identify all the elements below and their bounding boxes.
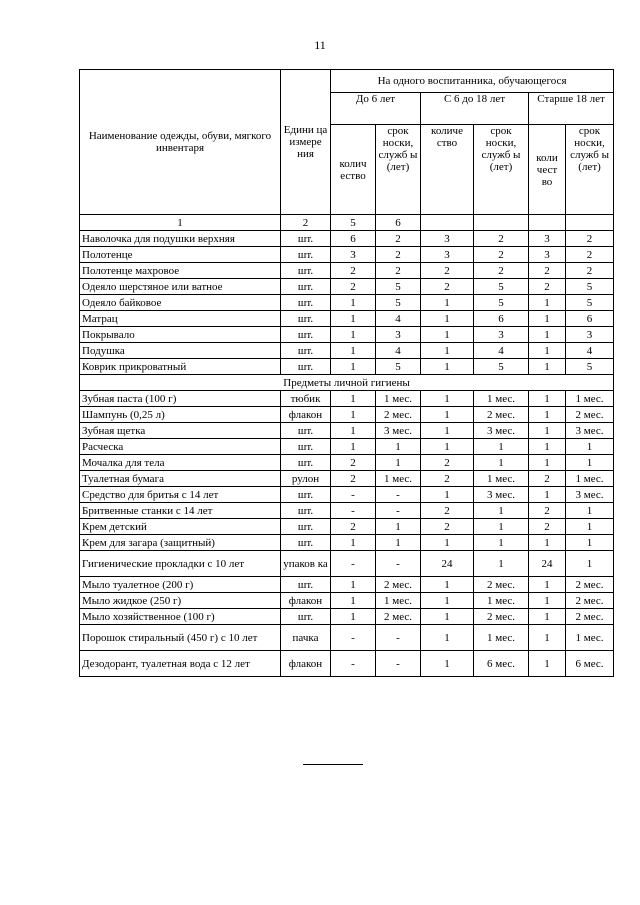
value-cell: 24 bbox=[421, 551, 474, 577]
header-unit-column: Едини ца измере ния bbox=[281, 70, 331, 215]
value-cell: 3 мес. bbox=[566, 423, 614, 439]
value-cell: 6 bbox=[331, 231, 376, 247]
unit-cell: шт. bbox=[281, 519, 331, 535]
column-number-cell bbox=[566, 215, 614, 231]
item-name-cell: Дезодорант, туалетная вода с 12 лет bbox=[80, 651, 281, 677]
value-cell: 5 bbox=[376, 359, 421, 375]
value-cell: 5 bbox=[566, 359, 614, 375]
value-cell: 1 мес. bbox=[474, 471, 529, 487]
value-cell: 2 bbox=[529, 519, 566, 535]
value-cell: 1 bbox=[529, 535, 566, 551]
value-cell: 1 bbox=[421, 295, 474, 311]
value-cell: 1 bbox=[376, 519, 421, 535]
value-cell: 1 bbox=[566, 519, 614, 535]
unit-cell: шт. bbox=[281, 535, 331, 551]
unit-cell: шт. bbox=[281, 263, 331, 279]
item-name-cell: Шампунь (0,25 л) bbox=[80, 407, 281, 423]
value-cell: 6 bbox=[474, 311, 529, 327]
value-cell: 4 bbox=[474, 343, 529, 359]
header-qty: колич ество bbox=[331, 125, 376, 215]
unit-cell: шт. bbox=[281, 455, 331, 471]
value-cell: - bbox=[331, 651, 376, 677]
value-cell: 1 bbox=[529, 359, 566, 375]
value-cell: 1 bbox=[421, 609, 474, 625]
item-name-cell: Крем детский bbox=[80, 519, 281, 535]
unit-cell: флакон bbox=[281, 651, 331, 677]
table-row bbox=[80, 263, 614, 279]
unit-cell: шт. bbox=[281, 247, 331, 263]
page-number: 11 bbox=[314, 38, 326, 52]
clothing-hygiene-table bbox=[79, 69, 614, 677]
table-row bbox=[80, 471, 614, 487]
value-cell: 2 мес. bbox=[566, 407, 614, 423]
value-cell: 2 мес. bbox=[566, 577, 614, 593]
header-term: срок носки, служб ы (лет) bbox=[376, 125, 421, 215]
table-row bbox=[80, 609, 614, 625]
table-row bbox=[80, 359, 614, 375]
value-cell: 1 bbox=[474, 455, 529, 471]
value-cell: 2 bbox=[529, 279, 566, 295]
value-cell: 1 мес. bbox=[376, 593, 421, 609]
value-cell: 1 bbox=[529, 455, 566, 471]
value-cell: 1 bbox=[529, 343, 566, 359]
table-row bbox=[80, 231, 614, 247]
value-cell: 1 bbox=[421, 391, 474, 407]
value-cell: - bbox=[376, 651, 421, 677]
value-cell: 1 bbox=[566, 503, 614, 519]
value-cell: 2 bbox=[421, 263, 474, 279]
value-cell: 1 bbox=[376, 535, 421, 551]
value-cell: 1 bbox=[331, 593, 376, 609]
value-cell: 2 bbox=[376, 247, 421, 263]
value-cell: 1 bbox=[566, 551, 614, 577]
value-cell: 1 bbox=[529, 423, 566, 439]
unit-cell: шт. bbox=[281, 343, 331, 359]
item-name-cell: Зубная паста (100 г) bbox=[80, 391, 281, 407]
header-term: срок носки, служб ы (лет) bbox=[474, 125, 529, 215]
unit-cell: шт. bbox=[281, 577, 331, 593]
header-per-pupil: На одного воспитанника, обучающегося bbox=[331, 70, 614, 93]
value-cell: 1 bbox=[331, 391, 376, 407]
value-cell: 1 bbox=[529, 391, 566, 407]
section-title: Предметы личной гигиены bbox=[80, 375, 614, 391]
table-row bbox=[80, 247, 614, 263]
value-cell: 2 bbox=[421, 503, 474, 519]
header-group-under-6: До 6 лет bbox=[331, 93, 421, 125]
header-qty: количе ство bbox=[421, 125, 474, 215]
value-cell: 1 bbox=[331, 295, 376, 311]
item-name-cell: Мочалка для тела bbox=[80, 455, 281, 471]
section-row bbox=[80, 375, 614, 391]
value-cell: - bbox=[331, 503, 376, 519]
column-number-row bbox=[80, 215, 614, 231]
value-cell: 3 bbox=[529, 231, 566, 247]
value-cell: 1 bbox=[331, 311, 376, 327]
item-name-cell: Порошок стиральный (450 г) с 10 лет bbox=[80, 625, 281, 651]
value-cell: 2 bbox=[566, 247, 614, 263]
value-cell: 1 bbox=[421, 359, 474, 375]
value-cell: 2 мес. bbox=[376, 407, 421, 423]
table-row bbox=[80, 439, 614, 455]
value-cell: 1 bbox=[421, 407, 474, 423]
value-cell: 1 bbox=[331, 359, 376, 375]
item-name-cell: Средство для бритья с 14 лет bbox=[80, 487, 281, 503]
value-cell: 3 bbox=[331, 247, 376, 263]
value-cell: 1 bbox=[529, 439, 566, 455]
value-cell: 2 bbox=[474, 247, 529, 263]
value-cell: 2 bbox=[421, 279, 474, 295]
header-group-6-18: С 6 до 18 лет bbox=[421, 93, 529, 125]
value-cell: 5 bbox=[474, 295, 529, 311]
value-cell: 3 мес. bbox=[474, 423, 529, 439]
table-row bbox=[80, 651, 614, 677]
table-row bbox=[80, 625, 614, 651]
item-name-cell: Зубная щетка bbox=[80, 423, 281, 439]
value-cell: 1 мес. bbox=[566, 471, 614, 487]
table-row bbox=[80, 311, 614, 327]
value-cell: 2 bbox=[474, 231, 529, 247]
value-cell: - bbox=[376, 625, 421, 651]
value-cell: - bbox=[376, 551, 421, 577]
value-cell: 1 bbox=[474, 503, 529, 519]
value-cell: 2 мес. bbox=[474, 407, 529, 423]
value-cell: 3 мес. bbox=[566, 487, 614, 503]
unit-cell: шт. bbox=[281, 423, 331, 439]
value-cell: 1 bbox=[331, 327, 376, 343]
value-cell: 2 bbox=[566, 231, 614, 247]
value-cell: 2 мес. bbox=[566, 593, 614, 609]
value-cell: - bbox=[376, 487, 421, 503]
item-name-cell: Гигиенические прокладки с 10 лет bbox=[80, 551, 281, 577]
column-number-cell bbox=[421, 215, 474, 231]
unit-cell: шт. bbox=[281, 359, 331, 375]
table-row bbox=[80, 455, 614, 471]
item-name-cell: Полотенце bbox=[80, 247, 281, 263]
value-cell: - bbox=[331, 487, 376, 503]
value-cell: 6 мес. bbox=[474, 651, 529, 677]
unit-cell: шт. bbox=[281, 279, 331, 295]
unit-cell: шт. bbox=[281, 439, 331, 455]
item-name-cell: Бритвенные станки с 14 лет bbox=[80, 503, 281, 519]
value-cell: 2 bbox=[474, 263, 529, 279]
table-row bbox=[80, 327, 614, 343]
value-cell: 2 bbox=[529, 263, 566, 279]
value-cell: 4 bbox=[376, 343, 421, 359]
table-row bbox=[80, 487, 614, 503]
value-cell: 1 bbox=[529, 407, 566, 423]
value-cell: 1 bbox=[331, 577, 376, 593]
item-name-cell: Мыло туалетное (200 г) bbox=[80, 577, 281, 593]
value-cell: 5 bbox=[566, 295, 614, 311]
item-name-cell: Одеяло байковое bbox=[80, 295, 281, 311]
value-cell: 3 bbox=[566, 327, 614, 343]
value-cell: 1 bbox=[331, 423, 376, 439]
value-cell: 2 bbox=[421, 471, 474, 487]
unit-cell: флакон bbox=[281, 407, 331, 423]
value-cell: 1 мес. bbox=[376, 391, 421, 407]
value-cell: 1 bbox=[421, 423, 474, 439]
value-cell: 2 bbox=[421, 519, 474, 535]
unit-cell: рулон bbox=[281, 471, 331, 487]
value-cell: 1 bbox=[421, 327, 474, 343]
value-cell: 1 bbox=[474, 535, 529, 551]
table-row bbox=[80, 519, 614, 535]
value-cell: - bbox=[376, 503, 421, 519]
table-row bbox=[80, 423, 614, 439]
value-cell: 2 bbox=[331, 471, 376, 487]
table-row bbox=[80, 295, 614, 311]
table-row bbox=[80, 535, 614, 551]
unit-cell: шт. bbox=[281, 327, 331, 343]
unit-cell: шт. bbox=[281, 503, 331, 519]
value-cell: 4 bbox=[566, 343, 614, 359]
value-cell: 1 bbox=[566, 455, 614, 471]
value-cell: 3 bbox=[474, 327, 529, 343]
value-cell: 2 мес. bbox=[566, 609, 614, 625]
value-cell: 2 bbox=[331, 263, 376, 279]
column-number-cell: 5 bbox=[331, 215, 376, 231]
item-name-cell: Крем для загара (защитный) bbox=[80, 535, 281, 551]
header-qty: коли чест во bbox=[529, 125, 566, 215]
unit-cell: пачка bbox=[281, 625, 331, 651]
value-cell: 2 мес. bbox=[474, 609, 529, 625]
unit-cell: упаков ка bbox=[281, 551, 331, 577]
unit-cell: тюбик bbox=[281, 391, 331, 407]
unit-cell: шт. bbox=[281, 311, 331, 327]
value-cell: 1 bbox=[376, 455, 421, 471]
value-cell: 6 мес. bbox=[566, 651, 614, 677]
value-cell: 1 bbox=[529, 609, 566, 625]
item-name-cell: Туалетная бумага bbox=[80, 471, 281, 487]
value-cell: 3 bbox=[421, 247, 474, 263]
value-cell: - bbox=[331, 625, 376, 651]
item-name-cell: Подушка bbox=[80, 343, 281, 359]
value-cell: 1 bbox=[474, 439, 529, 455]
value-cell: 4 bbox=[376, 311, 421, 327]
item-name-cell: Одеяло шерстяное или ватное bbox=[80, 279, 281, 295]
value-cell: 2 bbox=[376, 263, 421, 279]
value-cell: 2 мес. bbox=[376, 577, 421, 593]
value-cell: 5 bbox=[376, 279, 421, 295]
value-cell: 1 bbox=[376, 439, 421, 455]
table-row bbox=[80, 343, 614, 359]
value-cell: 1 bbox=[421, 593, 474, 609]
table-row bbox=[80, 503, 614, 519]
value-cell: 5 bbox=[474, 279, 529, 295]
value-cell: 1 bbox=[421, 535, 474, 551]
column-number-cell bbox=[474, 215, 529, 231]
value-cell: 1 bbox=[421, 439, 474, 455]
value-cell: 24 bbox=[529, 551, 566, 577]
value-cell: 3 мес. bbox=[376, 423, 421, 439]
item-name-cell: Расческа bbox=[80, 439, 281, 455]
value-cell: 1 bbox=[529, 651, 566, 677]
table-row bbox=[80, 407, 614, 423]
value-cell: 1 bbox=[529, 487, 566, 503]
value-cell: 5 bbox=[566, 279, 614, 295]
item-name-cell: Наволочка для подушки верхняя bbox=[80, 231, 281, 247]
item-name-cell: Покрывало bbox=[80, 327, 281, 343]
unit-cell: шт. bbox=[281, 609, 331, 625]
value-cell: 2 мес. bbox=[474, 577, 529, 593]
table-row bbox=[80, 551, 614, 577]
header-group-over-18: Старше 18 лет bbox=[529, 93, 614, 125]
item-name-cell: Полотенце махровое bbox=[80, 263, 281, 279]
value-cell: 3 bbox=[529, 247, 566, 263]
value-cell: 2 bbox=[529, 471, 566, 487]
value-cell: 2 bbox=[331, 279, 376, 295]
value-cell: 3 bbox=[421, 231, 474, 247]
value-cell: - bbox=[331, 551, 376, 577]
value-cell: 2 bbox=[331, 519, 376, 535]
column-number-cell: 6 bbox=[376, 215, 421, 231]
value-cell: 1 bbox=[421, 577, 474, 593]
value-cell: 1 bbox=[331, 343, 376, 359]
item-name-cell: Матрац bbox=[80, 311, 281, 327]
unit-cell: флакон bbox=[281, 593, 331, 609]
value-cell: 1 bbox=[529, 593, 566, 609]
footer-divider bbox=[303, 764, 363, 765]
unit-cell: шт. bbox=[281, 231, 331, 247]
table-row bbox=[80, 279, 614, 295]
item-name-cell: Мыло жидкое (250 г) bbox=[80, 593, 281, 609]
value-cell: 2 bbox=[566, 263, 614, 279]
unit-cell: шт. bbox=[281, 487, 331, 503]
value-cell: 1 bbox=[421, 651, 474, 677]
value-cell: 1 мес. bbox=[376, 471, 421, 487]
value-cell: 1 мес. bbox=[474, 625, 529, 651]
value-cell: 1 bbox=[421, 625, 474, 651]
value-cell: 1 bbox=[331, 609, 376, 625]
value-cell: 5 bbox=[474, 359, 529, 375]
value-cell: 1 bbox=[474, 519, 529, 535]
value-cell: 6 bbox=[566, 311, 614, 327]
value-cell: 1 мес. bbox=[566, 625, 614, 651]
value-cell: 1 bbox=[529, 625, 566, 651]
value-cell: 1 bbox=[566, 535, 614, 551]
value-cell: 1 bbox=[331, 439, 376, 455]
value-cell: 1 мес. bbox=[566, 391, 614, 407]
value-cell: 2 bbox=[331, 455, 376, 471]
column-number-cell bbox=[529, 215, 566, 231]
value-cell: 1 bbox=[529, 327, 566, 343]
item-name-cell: Мыло хозяйственное (100 г) bbox=[80, 609, 281, 625]
table-row bbox=[80, 391, 614, 407]
value-cell: 1 мес. bbox=[474, 391, 529, 407]
value-cell: 2 bbox=[529, 503, 566, 519]
value-cell: 1 bbox=[566, 439, 614, 455]
table-row bbox=[80, 577, 614, 593]
value-cell: 1 bbox=[474, 551, 529, 577]
value-cell: 5 bbox=[376, 295, 421, 311]
value-cell: 1 bbox=[529, 311, 566, 327]
value-cell: 1 мес. bbox=[474, 593, 529, 609]
value-cell: 1 bbox=[331, 535, 376, 551]
value-cell: 2 bbox=[421, 455, 474, 471]
header-term: срок носки, служб ы (лет) bbox=[566, 125, 614, 215]
value-cell: 1 bbox=[331, 407, 376, 423]
header-name-column: Наименование одежды, обуви, мягкого инвентаря bbox=[80, 70, 281, 215]
value-cell: 1 bbox=[421, 343, 474, 359]
value-cell: 2 мес. bbox=[376, 609, 421, 625]
value-cell: 3 мес. bbox=[474, 487, 529, 503]
unit-cell: шт. bbox=[281, 295, 331, 311]
value-cell: 2 bbox=[376, 231, 421, 247]
table-row bbox=[80, 593, 614, 609]
value-cell: 1 bbox=[529, 295, 566, 311]
value-cell: 1 bbox=[421, 487, 474, 503]
value-cell: 1 bbox=[529, 577, 566, 593]
item-name-cell: Коврик прикроватный bbox=[80, 359, 281, 375]
column-number-cell: 1 bbox=[80, 215, 281, 231]
column-number-cell: 2 bbox=[281, 215, 331, 231]
value-cell: 1 bbox=[421, 311, 474, 327]
value-cell: 3 bbox=[376, 327, 421, 343]
